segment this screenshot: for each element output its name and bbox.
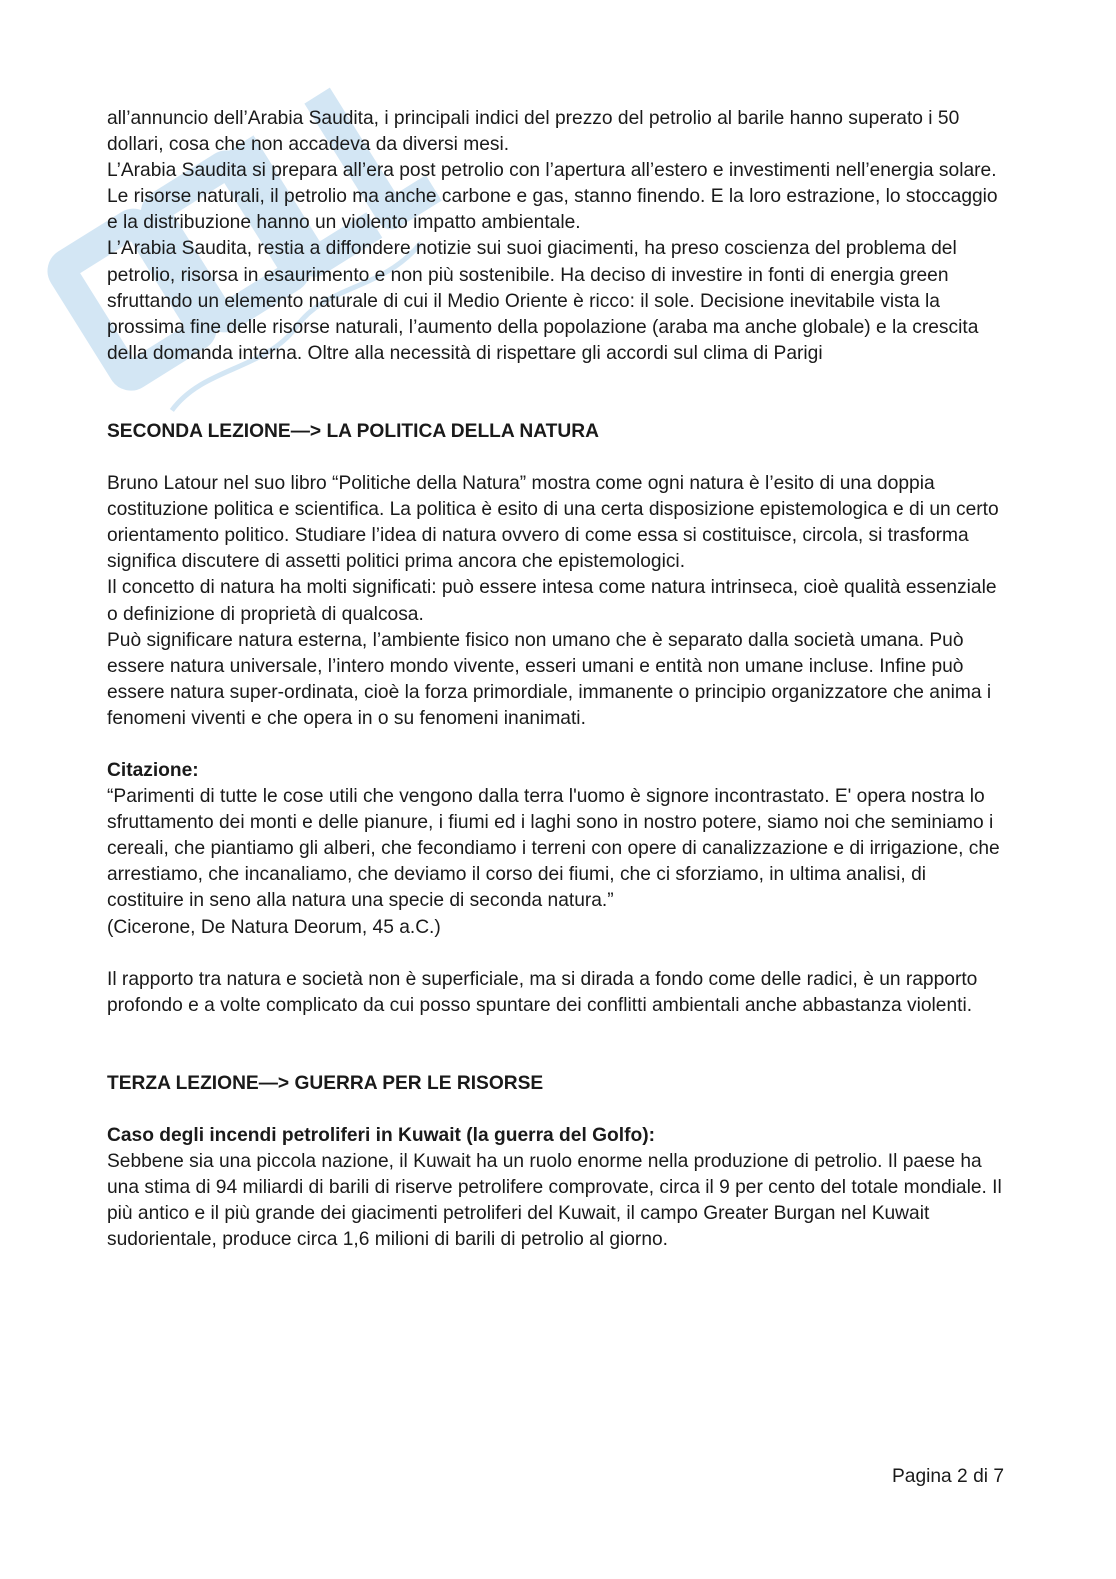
lesson2-paragraph-3: Può significare natura esterna, l’ambiente fisico non umano che è separato dalla società umana. Può essere natura universale, l’intero mondo vivente, esseri umani e entità non umane incluse. Infine può essere natura super-ordinata, cioè la forza primordiale, immanente o principio organizzatore che anima i fenomeni viventi e che opera in o su fenomeni inanimati. <box>107 629 992 729</box>
intro-paragraph-2: L’Arabia Saudita si prepara all’era post petrolio con l’apertura all’estero e investimenti nell’energia solare. Le risorse naturali, il petrolio ma anche carbone e gas, stanno finendo. E la loro estrazione, lo stoccaggio e la distribuzione hanno un violento impatto ambientale. <box>107 160 998 234</box>
intro-paragraph-3: L’Arabia Saudita, restia a diffondere notizie sui suoi giacimenti, ha preso coscienza del problema del petrolio, risorsa in esaurimento e non più sostenibile. Ha deciso di investire in fonti di energia green sfruttando un elemento naturale di cui il Medio Oriente è ricco: il sole. Decisione inevitabile vista la prossima fine delle risorse naturali, l’aumento della popolazione (araba ma anche globale) e la crescita della domanda interna. Oltre alla necessità di rispettare gli accordi sul clima di Parigi <box>107 238 979 364</box>
lesson3-subheading: Caso degli incendi petroliferi in Kuwait (la guerra del Golfo): <box>107 1124 655 1146</box>
document-body <box>107 106 1007 1253</box>
lesson2-closing: Il rapporto tra natura e società non è superficiale, ma si dirada a fondo come delle radici, è un rapporto profondo e a volte complicato da cui posso spuntare dei conflitti ambientali anche abbastanza violenti. <box>107 968 978 1016</box>
quote-label: Citazione: <box>107 759 199 781</box>
lesson3-heading: TERZA LEZIONE—> GUERRA PER LE RISORSE <box>107 1072 544 1094</box>
lesson3-paragraph: Sebbene sia una piccola nazione, il Kuwait ha un ruolo enorme nella produzione di petrolio. Il paese ha una stima di 94 miliardi di barili di riserve petrolifere comprovate, circa il 9 per cento del totale mondiale. Il più antico e il più grande dei giacimenti petroliferi del Kuwait, il campo Greater Burgan nel Kuwait sudorientale, produce circa 1,6 milioni di barili di petrolio al giorno. <box>107 1151 1002 1251</box>
lesson2-paragraph-1: Bruno Latour nel suo libro “Politiche della Natura” mostra come ogni natura è l’esito di una doppia costituzione politica e scientifica. La politica è esito di una certa disposizione epistemologica e di un certo orientamento politico. Studiare l’idea di natura ovvero di come essa si costituisce, circola, si trasforma significa discutere di assetti politici prima ancora che epistemologici. <box>107 473 999 573</box>
quote-text: “Parimenti di tutte le cose utili che vengono dalla terra l'uomo è signore incontrastato. E' opera nostra lo sfruttamento dei monti e delle pianure, i fiumi ed i laghi sono in nostro potere, siamo noi che seminiamo i cereali, che piantiamo gli alberi, che fecondiamo i terreni con opere di canalizzazione e di irrigazione, che arrestiamo, che incanaliamo, che deviamo il corso dei fiumi, che ci sforziamo, in ultima analisi, di costituire in seno alla natura una specie di seconda natura.” <box>107 786 1000 912</box>
lesson2-heading: SECONDA LEZIONE—> LA POLITICA DELLA NATURA <box>107 420 599 442</box>
page-number: Pagina 2 di 7 <box>891 1466 1004 1487</box>
quote-source: (Cicerone, De Natura Deorum, 45 a.C.) <box>107 916 441 938</box>
lesson2-paragraph-2: Il concetto di natura ha molti significati: può essere intesa come natura intrinseca, cioè qualità essenziale o definizione di proprietà di qualcosa. <box>107 577 997 625</box>
intro-paragraph-1: all’annuncio dell’Arabia Saudita, i principali indici del prezzo del petrolio al barile hanno superato i 50 dollari, cosa che non accadeva da diversi mesi. <box>107 108 960 156</box>
